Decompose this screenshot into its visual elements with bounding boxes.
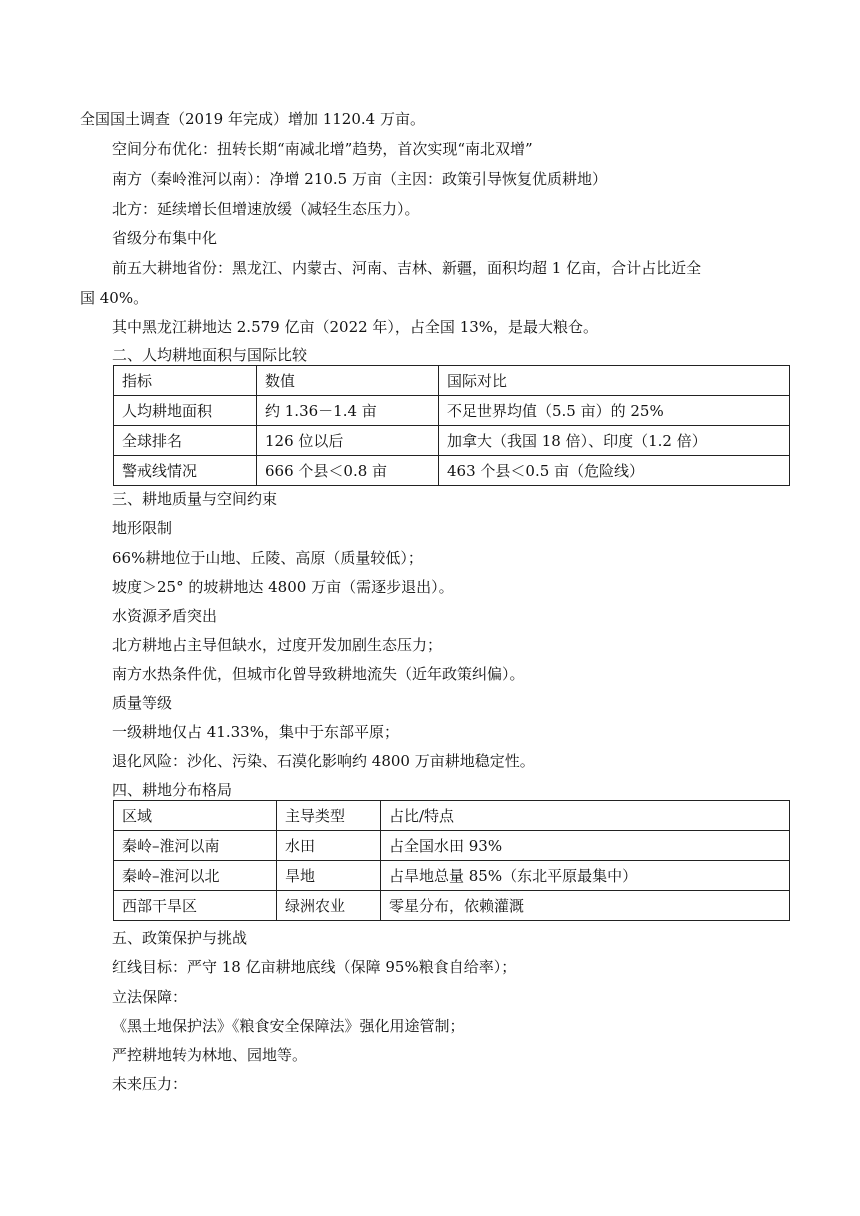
table-cell: 加拿大（我国 18 倍）、印度（1.2 倍） — [439, 426, 790, 456]
table-header-cell: 数值 — [257, 366, 439, 396]
paragraph-line: 坡度＞25° 的坡耕地达 4800 万亩（需逐步退出）。 — [112, 578, 454, 596]
subheading: 省级分布集中化 — [112, 229, 218, 247]
table-row — [114, 831, 790, 861]
table-header-cell: 国际对比 — [439, 366, 790, 396]
table-header-cell: 占比/特点 — [381, 801, 790, 831]
subheading: 水资源矛盾突出 — [112, 607, 218, 625]
subheading: 质量等级 — [112, 694, 173, 712]
paragraph-line: 其中黑龙江耕地达 2.579 亿亩（2022 年），占全国 13%，是最大粮仓。 — [112, 318, 599, 336]
paragraph-line: 退化风险：沙化、污染、石漠化影响约 4800 万亩耕地稳定性。 — [112, 752, 535, 770]
table-cell: 约 1.36－1.4 亩 — [257, 396, 439, 426]
table-cell: 463 个县＜0.5 亩（危险线） — [439, 456, 790, 486]
subheading: 立法保障： — [112, 988, 188, 1006]
table-cell: 秦岭–淮河以南 — [114, 831, 277, 861]
table-cell: 零星分布，依赖灌溉 — [381, 891, 790, 921]
section-heading: 三、耕地质量与空间约束 — [112, 490, 278, 508]
table-cell: 不足世界均值（5.5 亩）的 25% — [439, 396, 790, 426]
table-row — [114, 456, 790, 486]
paragraph-line: 《黑土地保护法》《粮食安全保障法》强化用途管制； — [112, 1017, 465, 1035]
paragraph-line: 严控耕地转为林地、园地等。 — [112, 1046, 308, 1064]
paragraph-line: 空间分布优化：扭转长期“南减北增”趋势，首次实现“南北双增” — [112, 140, 533, 158]
distribution-table — [113, 800, 790, 921]
section-heading: 二、人均耕地面积与国际比较 — [112, 346, 308, 364]
paragraph-line: 北方：延续增长但增速放缓（减轻生态压力）。 — [112, 200, 420, 218]
paragraph-line: 全国国土调查（2019 年完成）增加 1120.4 万亩。 — [80, 110, 425, 128]
table-row — [114, 861, 790, 891]
subheading: 地形限制 — [112, 519, 173, 537]
paragraph-line: 红线目标：严守 18 亿亩耕地底线（保障 95%粮食自给率）； — [112, 958, 517, 976]
table-header-cell: 主导类型 — [277, 801, 381, 831]
table-cell: 警戒线情况 — [114, 456, 257, 486]
table-cell: 占全国水田 93% — [381, 831, 790, 861]
paragraph-line: 南方水热条件优，但城市化曾导致耕地流失（近年政策纠偏）。 — [112, 665, 525, 683]
table-header-cell: 指标 — [114, 366, 257, 396]
table-cell: 秦岭–淮河以北 — [114, 861, 277, 891]
table-cell: 全球排名 — [114, 426, 257, 456]
section-heading: 四、耕地分布格局 — [112, 781, 233, 799]
subheading: 未来压力： — [112, 1075, 188, 1093]
table-header-cell: 区域 — [114, 801, 277, 831]
table-row — [114, 396, 790, 426]
table-header-row — [114, 801, 790, 831]
paragraph-line: 国 40%。 — [80, 289, 149, 307]
table-cell: 126 位以后 — [257, 426, 439, 456]
paragraph-line: 一级耕地仅占 41.33%，集中于东部平原； — [112, 723, 399, 741]
table-cell: 西部干旱区 — [114, 891, 277, 921]
table-cell: 绿洲农业 — [277, 891, 381, 921]
paragraph-line: 前五大耕地省份：黑龙江、内蒙古、河南、吉林、新疆，面积均超 1 亿亩，合计占比近全 — [112, 259, 702, 277]
section-heading: 五、政策保护与挑战 — [112, 929, 248, 947]
table-header-row — [114, 366, 790, 396]
table-cell: 水田 — [277, 831, 381, 861]
table-cell: 666 个县＜0.8 亩 — [257, 456, 439, 486]
table-row — [114, 426, 790, 456]
table-cell: 旱地 — [277, 861, 381, 891]
paragraph-line: 北方耕地占主导但缺水，过度开发加剧生态压力； — [112, 636, 443, 654]
per-capita-table — [113, 365, 790, 486]
table-row — [114, 891, 790, 921]
table-cell: 占旱地总量 85%（东北平原最集中） — [381, 861, 790, 891]
paragraph-line: 南方（秦岭淮河以南）：净增 210.5 万亩（主因：政策引导恢复优质耕地） — [112, 170, 607, 188]
table-cell: 人均耕地面积 — [114, 396, 257, 426]
paragraph-line: 66%耕地位于山地、丘陵、高原（质量较低）； — [112, 549, 423, 567]
